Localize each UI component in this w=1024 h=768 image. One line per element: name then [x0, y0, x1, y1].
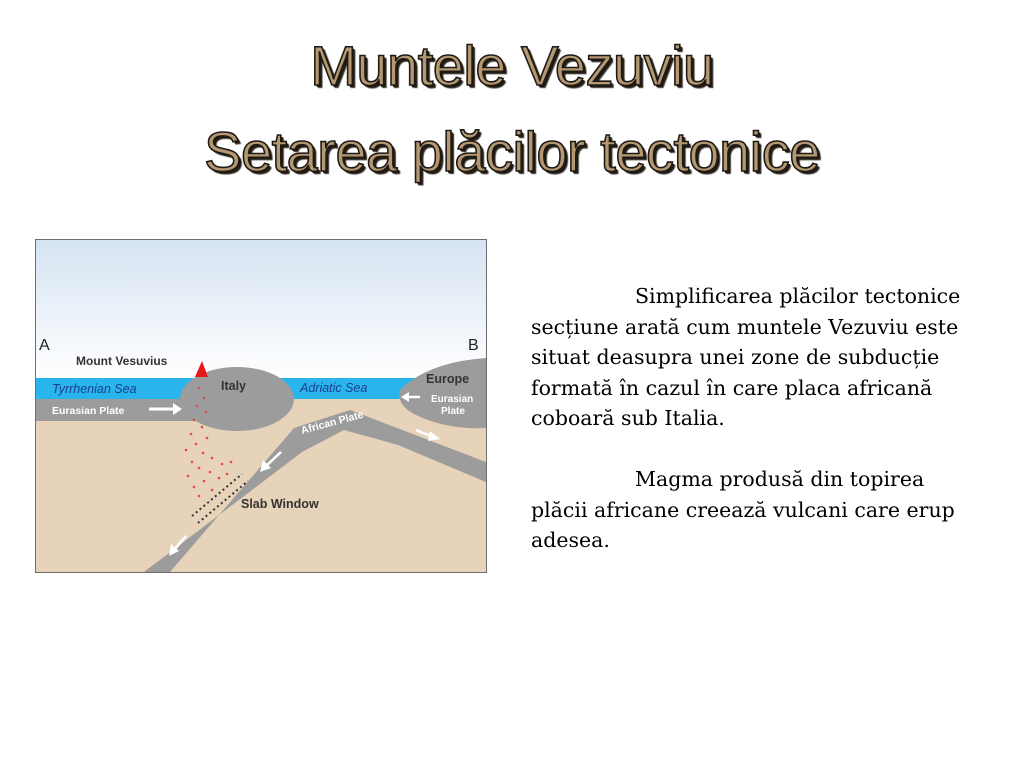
page-title: Muntele Vezuviu: [310, 34, 714, 97]
mount-vesuvius-label: Mount Vesuvius: [76, 354, 168, 368]
label-a: A: [39, 337, 50, 354]
eurasian-plate-left-label: Eurasian Plate: [52, 405, 125, 417]
paragraph-magma: Magma produsă din topirea plăcii africane creează vulcani care erup adesea.: [531, 467, 955, 552]
page-subtitle: Setarea plăcilor tectonice: [204, 120, 820, 183]
italy-label: Italy: [221, 379, 247, 393]
eurasian-plate-right-label-1: Eurasian: [431, 394, 474, 405]
eurasian-plate-right-label-2: Plate: [441, 406, 465, 417]
slab-window-label: Slab Window: [241, 497, 319, 511]
tyrrhenian-sea-label: Tyrrhenian Sea: [52, 382, 137, 396]
label-b: B: [468, 337, 479, 354]
african-plate-label: African Plate: [299, 408, 365, 437]
europe-label: Europe: [426, 372, 470, 386]
adriatic-sea-label: Adriatic Sea: [300, 381, 368, 395]
tectonic-cross-section-diagram: [35, 239, 487, 573]
description-text: [531, 281, 961, 556]
paragraph-subduction: Simplificarea plăcilor tectonice secțiune arată cum muntele Vezuviu este situat deasupra unei zone de subducție formată în cazul în care placa africană coboară sub Italia.: [531, 284, 961, 430]
